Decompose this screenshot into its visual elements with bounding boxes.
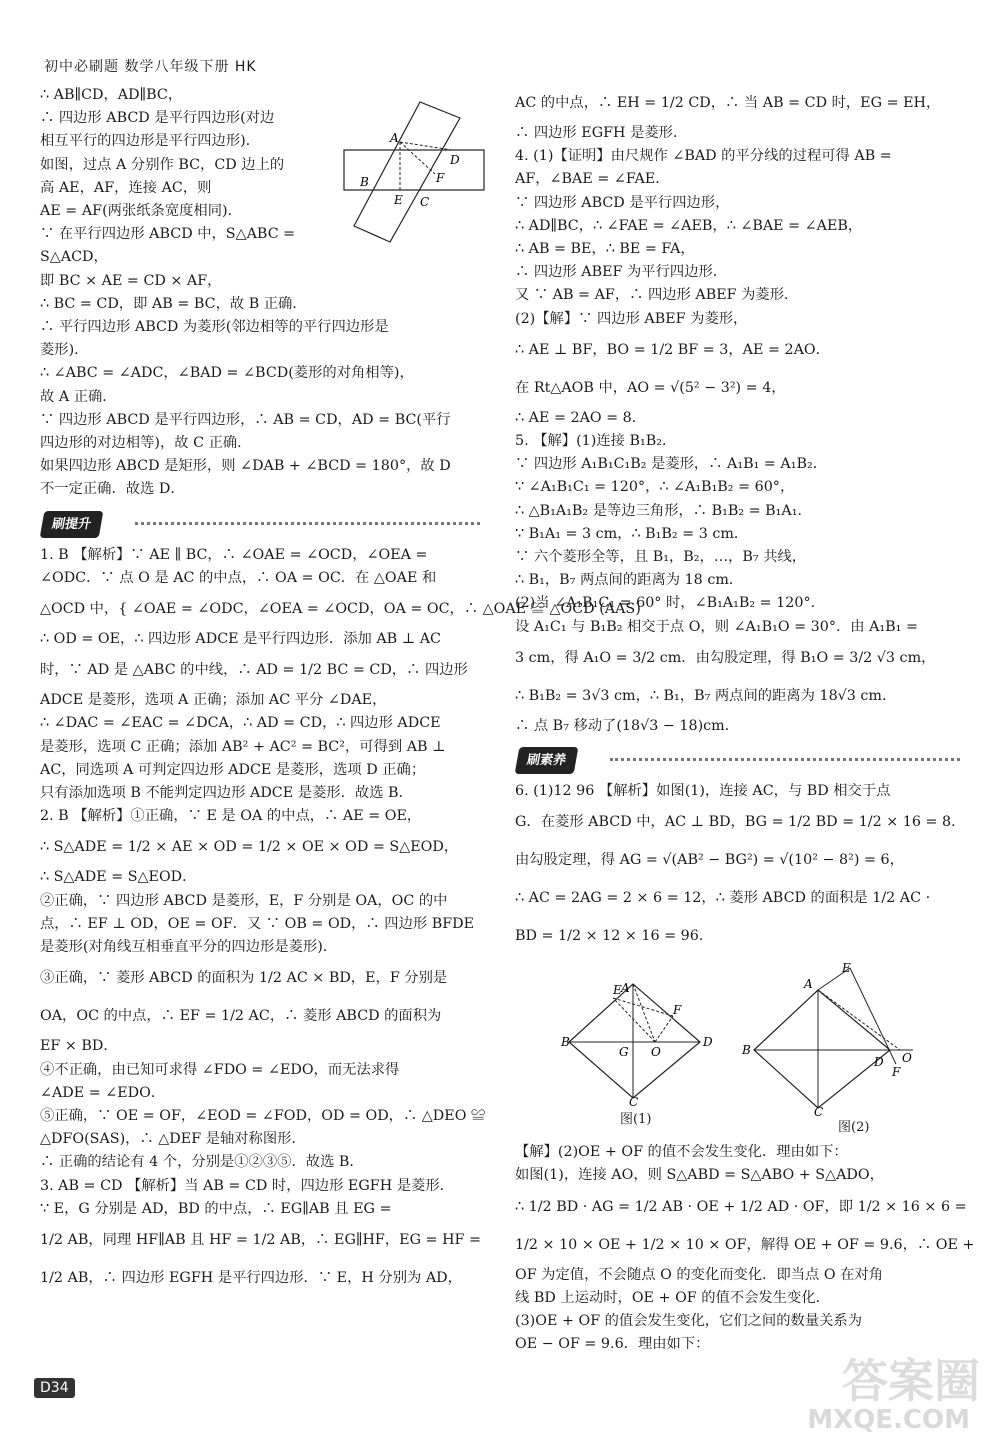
text-line: 6. (1)12 96 【解析】如图(1)，连接 AC，与 BD 相交于点 — [515, 783, 891, 800]
section-header-shuatisheng — [40, 506, 480, 540]
svg-text:F: F — [436, 171, 445, 185]
text-line: ∴ B₁，B₇ 两点间的距离为 18 cm． — [515, 572, 744, 589]
crossing-strips-figure — [340, 96, 490, 246]
text-line: 5. 【解】(1)连接 B₁B₂． — [515, 433, 677, 450]
text-line: (3)OE + OF 的值会发生变化，它们之间的数量关系为 — [515, 1313, 863, 1330]
text-line: OA，OC 的中点，∴ EF = 1/2 AC，∴ 菱形 ABCD 的面积为 — [40, 1008, 442, 1025]
text-line: ∴ AB∥CD，AD∥BC， — [40, 87, 183, 103]
text-line: ∴ S△ADE = S△EOD． — [40, 869, 197, 886]
rhombus-figure-1 — [555, 978, 715, 1108]
text-line: ∴ 四边形 ABEF 为平行四边形． — [515, 264, 728, 281]
text-line: 3 cm，得 A₁O = 3/2 cm．由勾股定理，得 B₁O = 3/2 √3 cm， — [515, 649, 936, 666]
text-line: 是菱形(对角线互相垂直平分的四边形是菱形)． — [40, 939, 338, 956]
text-line: ∴ 四边形 ABCD 是平行四边形(对边 — [40, 110, 275, 127]
svg-text:B: B — [360, 175, 369, 189]
text-line: (2)【解】∵ 四边形 ABEF 为菱形， — [515, 310, 748, 327]
text-line: 相互平行的四边形是平行四边形)． — [40, 133, 261, 150]
text-line: 2. B 【解析】①正确，∵ E 是 OA 的中点，∴ AE = OE， — [40, 808, 422, 825]
section-badge: 刷素养 — [515, 747, 579, 774]
svg-text:O: O — [651, 1045, 661, 1059]
text-line: ∵ E，G 分别是 AD，BD 的中点，∴ EG∥AB 且 EG = — [40, 1200, 392, 1217]
svg-text:B: B — [742, 1043, 751, 1057]
text-line: △OCD 中，{ ∠OAE = ∠ODC，∠OEA = ∠OCD，OA = OC，∴ △OAE ≌ △OCD (AAS) — [40, 601, 641, 618]
text-line: ∴ 1/2 BD · AG = 1/2 AB · OE + 1/2 AD · OF，即 1/2 × 16 × 6 = — [515, 1198, 967, 1215]
page-number: D34 — [34, 1378, 75, 1398]
svg-text:A: A — [390, 131, 399, 145]
svg-text:B: B — [561, 1035, 570, 1049]
text-line: AC 的中点，∴ EH = 1/2 CD，∴ 当 AB = CD 时，EG = EH， — [515, 95, 941, 111]
text-line: ∴ AD∥BC，∴ ∠FAE = ∠AEB，∴ ∠BAE = ∠AEB， — [515, 217, 863, 234]
text-line: (2)当 ∠A₁B₁C₁ = 60° 时，∠B₁A₁B₂ = 120°． — [515, 595, 825, 612]
text-line: ∵ B₁A₁ = 3 cm，∴ B₁B₂ = 3 cm． — [515, 525, 749, 542]
text-line: ∴ 平行四边形 ABCD 为菱形(邻边相等的平行四边形是 — [40, 319, 389, 336]
svg-text:F: F — [673, 1003, 682, 1017]
svg-text:O: O — [902, 1051, 912, 1065]
svg-text:G: G — [619, 1045, 629, 1059]
text-line: ∴ 四边形 EGFH 是菱形． — [515, 125, 688, 141]
svg-text:C: C — [420, 195, 430, 209]
section-header-shuasuyang — [515, 742, 960, 776]
text-line: 四边形的对边相等)，故 C 正确． — [40, 435, 252, 452]
text-line: AE = AF(两张纸条宽度相同)． — [40, 203, 242, 220]
text-line: S△ACD， — [40, 249, 108, 266]
text-line: EF × BD． — [40, 1038, 118, 1055]
text-line: ∴ AC = 2AG = 2 × 6 = 12，∴ 菱形 ABCD 的面积是 1/2 AC · — [515, 890, 931, 907]
text-line: 时，∵ AD 是 △ABC 的中线，∴ AD = 1/2 BC = CD，∴ 四边形 — [40, 662, 468, 679]
svg-text:A: A — [621, 981, 630, 995]
svg-text:D: D — [450, 153, 460, 167]
text-line: ∴ AB = BE，∴ BE = FA， — [515, 241, 695, 258]
svg-text:D: D — [703, 1035, 713, 1049]
text-line: △DFO(SAS)，∴ △DEF 是轴对称图形． — [40, 1131, 306, 1148]
text-line: 1/2 AB，同理 HF∥AB 且 HF = 1/2 AB，∴ EG∥HF，EG = HF = — [40, 1231, 481, 1248]
text-line: OF 为定值，不会随点 O 的变化而变化．即当点 O 在对角 — [515, 1266, 884, 1283]
text-line: AF，∠BAE = ∠FAE． — [515, 171, 670, 188]
watermark-logo: 答案圈 — [842, 1354, 980, 1408]
text-line: 由勾股定理，得 AG = √(AB² − BG²) = √(10² − 8²) = 6， — [515, 852, 904, 869]
right-block-3 — [515, 1141, 975, 1356]
text-line: ∴ S△ADE = 1/2 × AE × OD = 1/2 × OE × OD = S△EOD， — [40, 839, 459, 856]
text-line: BD = 1/2 × 12 × 16 = 96． — [515, 928, 714, 945]
svg-text:E: E — [842, 961, 851, 975]
text-line: ∵ 在平行四边形 ABCD 中，S△ABC = — [40, 226, 296, 243]
text-line: ∠ADE = ∠EDO． — [40, 1084, 166, 1101]
text-line: 如果四边形 ABCD 是矩形，则 ∠DAB + ∠BCD = 180°，故 D — [40, 458, 451, 475]
text-line: ∵ 四边形 ABCD 是平行四边形， — [515, 194, 730, 211]
text-line: 3. AB = CD 【解析】当 AB = CD 时，四边形 EGFH 是菱形． — [40, 1177, 454, 1194]
text-line: ∴ ∠ABC = ∠ADC，∠BAD = ∠BCD(菱形的对角相等)， — [40, 365, 414, 382]
text-line: ∴ AE ⊥ BF，BO = 1/2 BF = 3，AE = 2AO． — [515, 341, 830, 358]
text-line: 菱形)． — [40, 342, 89, 359]
svg-text:A: A — [804, 977, 813, 991]
text-line: ∴ OD = OE，∴ 四边形 ADCE 是平行四边形．添加 AB ⊥ AC — [40, 631, 441, 648]
watermark-url: MXQE.COM — [807, 1405, 970, 1435]
text-line: ④不正确，由已知可求得 ∠FDO = ∠EDO，而无法求得 — [40, 1061, 400, 1078]
text-line: ∵ 四边形 A₁B₁C₁B₂ 是菱形，∴ A₁B₁ = A₁B₂． — [515, 456, 828, 473]
text-line: 如图(1)，连接 AO，则 S△ABD = S△ABO + S△ADO， — [515, 1167, 884, 1184]
text-line: OE − OF = 9.6．理由如下： — [515, 1336, 710, 1353]
figure-1-caption: 图(1) — [620, 1112, 652, 1127]
rhombus-figure-2 — [738, 962, 928, 1117]
text-line: 1/2 × 10 × OE + 1/2 × 10 × OF，解得 OE + OF = 9.6，∴ OE + — [515, 1236, 975, 1253]
text-line: 是菱形，选项 C 正确；添加 AB² + AC² = BC²，可得到 AB ⊥ — [40, 738, 446, 755]
text-line: 故 A 正确． — [40, 388, 117, 405]
text-line: ADCE 是菱形，选项 A 正确；添加 AC 平分 ∠DAE， — [40, 692, 387, 709]
text-line: 4. (1)【证明】由尺规作 ∠BAD 的平分线的过程可得 AB = — [515, 148, 892, 165]
text-line: 1. B 【解析】∵ AE ∥ BC，∴ ∠OAE = ∠OCD，∠OEA = — [40, 546, 428, 563]
text-line: 点，∴ EF ⊥ OD，OE = OF．又 ∵ OB = OD，∴ 四边形 BFDE — [40, 915, 475, 932]
text-line: 高 AE，AF，连接 AC，则 — [40, 179, 212, 196]
text-line: ∴ ∠DAC = ∠EAC = ∠DCA，∴ AD = CD，∴ 四边形 ADCE — [40, 715, 441, 732]
text-line: ③正确，∵ 菱形 ABCD 的面积为 1/2 AC × BD，E，F 分别是 — [40, 970, 448, 987]
right-column — [515, 84, 975, 1356]
text-line: ②正确，∵ 四边形 ABCD 是菱形，E，F 分别是 OA，OC 的中 — [40, 892, 448, 909]
text-line: 只有添加选项 B 不能判定四边形 ADCE 是菱形．故选 B． — [40, 785, 413, 802]
section-divider — [610, 758, 960, 761]
text-line: 不一定正确．故选 D． — [40, 481, 185, 498]
text-line: 1/2 AB，∴ 四边形 EGFH 是平行四边形．∵ E，H 分别为 AD， — [40, 1269, 462, 1286]
svg-text:C: C — [814, 1105, 824, 1119]
text-line: 线 BD 上运动时，OE + OF 的值不会发生变化． — [515, 1289, 830, 1306]
svg-text:D: D — [874, 1055, 884, 1069]
section-badge: 刷提升 — [40, 511, 104, 538]
text-line: 即 BC × AE = CD × AF， — [40, 272, 222, 289]
text-line: ∵ 六个菱形全等，且 B₁，B₂，…，B₇ 共线， — [515, 549, 807, 566]
svg-text:C: C — [629, 1095, 639, 1109]
right-block-2 — [515, 780, 966, 955]
text-line: ∴ △B₁A₁B₂ 是等边三角形，∴ B₁B₂ = B₁A₁． — [515, 502, 812, 519]
text-line: 又 ∵ AB = AF，∴ 四边形 ABEF 为菱形． — [515, 287, 799, 304]
text-line: AC，同选项 A 可判定四边形 ADCE 是菱形，选项 D 正确； — [40, 761, 426, 778]
text-line: 在 Rt△AOB 中，AO = √(5² − 3²) = 4， — [515, 379, 786, 396]
text-line: ∵ 四边形 ABCD 是平行四边形，∴ AB = CD，AD = BC(平行 — [40, 411, 451, 428]
svg-text:F: F — [892, 1065, 901, 1079]
text-line: 如图，过点 A 分别作 BC，CD 边上的 — [40, 156, 285, 173]
svg-text:E: E — [613, 983, 622, 997]
page-header: 初中必刷题 数学八年级下册 HK — [44, 59, 257, 75]
text-line: ∴ B₁B₂ = 3√3 cm，∴ B₁，B₇ 两点间的距离为 18√3 cm． — [515, 687, 897, 704]
text-line: ∠ODC．∵ 点 O 是 AC 的中点，∴ OA = OC．在 △OAE 和 — [40, 569, 437, 586]
text-line: ∴ BC = CD，即 AB = BC，故 B 正确． — [40, 295, 307, 312]
svg-text:E: E — [394, 193, 403, 207]
figure-2-caption: 图(2) — [838, 1120, 870, 1135]
text-line: ∵ ∠A₁B₁C₁ = 120°，∴ ∠A₁B₁B₂ = 60°， — [515, 479, 795, 496]
text-line: G．在菱形 ABCD 中，AC ⊥ BD，BG = 1/2 BD = 1/2 × 16 = 8． — [515, 814, 966, 831]
text-line: 设 A₁C₁ 与 B₁B₂ 相交于点 O，则 ∠A₁B₁O = 30°．由 A₁B₁ = — [515, 618, 918, 635]
right-block-1 — [515, 84, 960, 738]
text-line: ⑤正确，∵ OE = OF，∠EOD = ∠FOD，OD = OD，∴ △DEO ≌ — [40, 1107, 486, 1124]
text-line: 【解】(2)OE + OF 的值不会发生变化．理由如下： — [515, 1144, 848, 1161]
section-divider — [135, 522, 480, 525]
text-line: ∴ 正确的结论有 4 个，分别是①②③⑤．故选 B． — [40, 1154, 364, 1171]
text-line: ∴ AE = 2AO = 8． — [515, 409, 647, 426]
text-line: ∴ 点 B₇ 移动了(18√3 − 18)cm． — [515, 717, 740, 734]
